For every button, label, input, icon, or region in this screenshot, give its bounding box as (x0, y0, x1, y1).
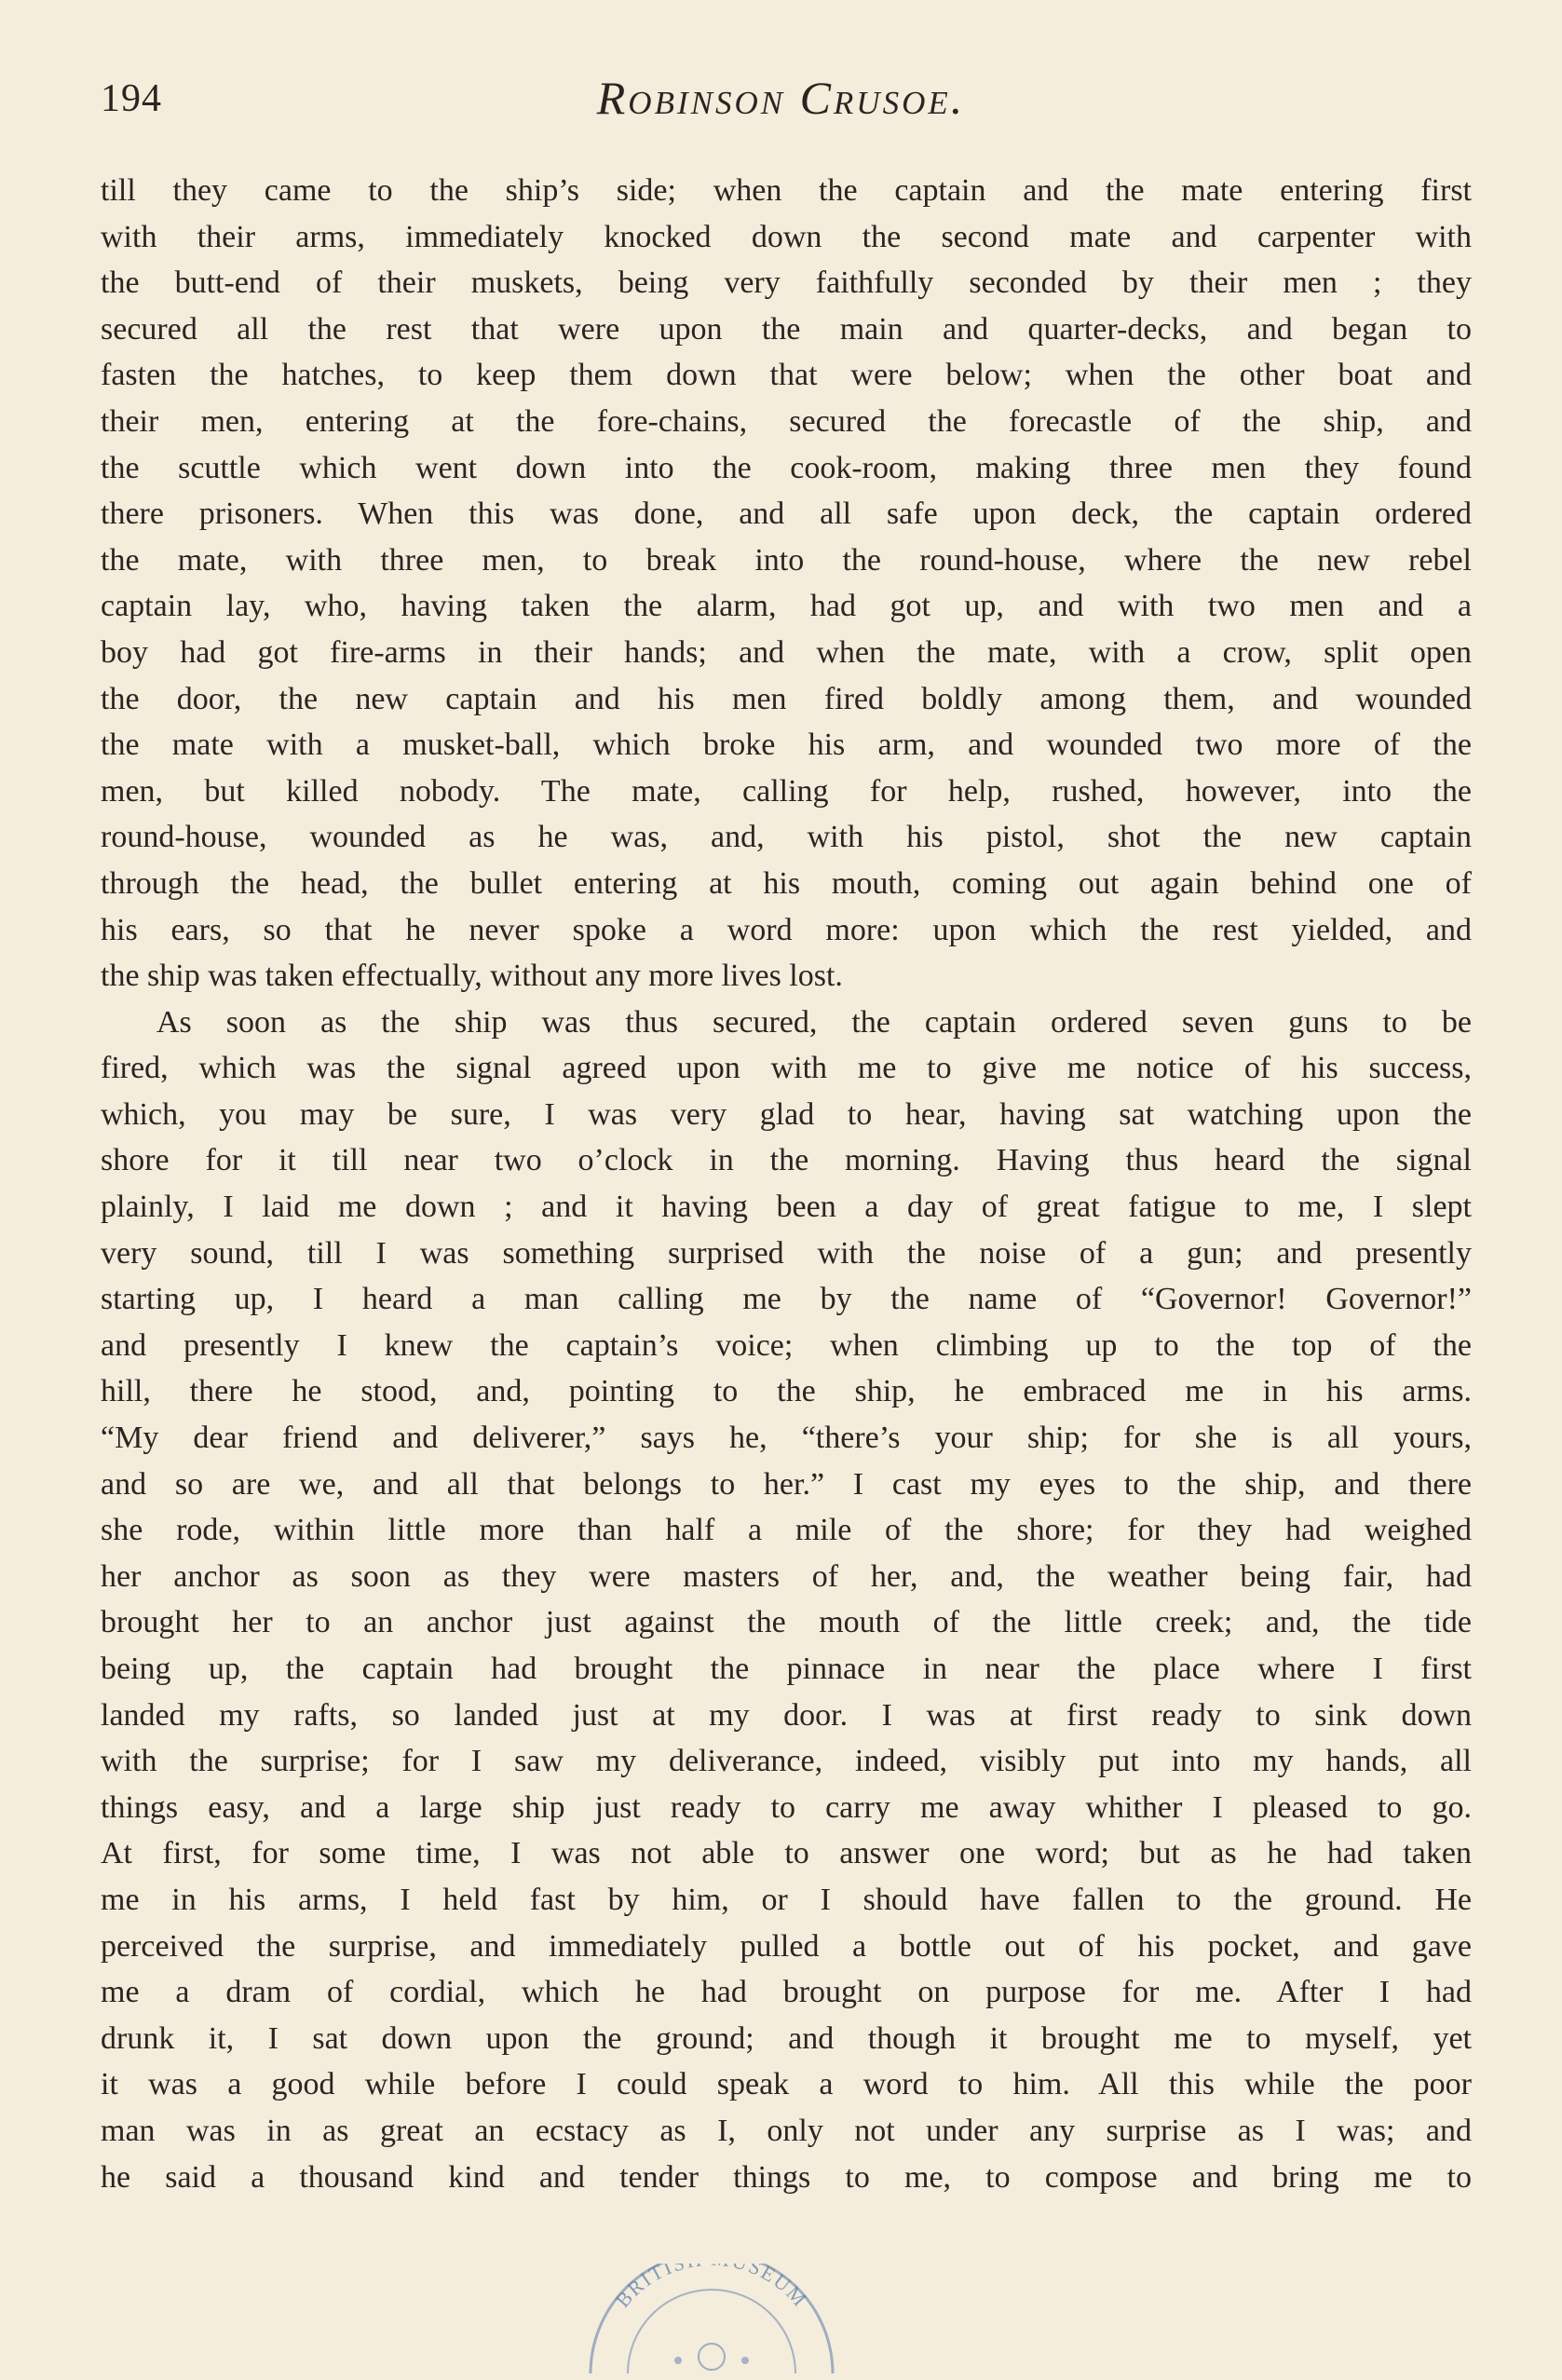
text-line: the ship was taken effectually, without any more lives lost. (101, 959, 843, 994)
stamp-graphic (585, 2264, 838, 2375)
text-line: fired, which was the signal agreed upon with me to give me notice of his success, (101, 1051, 1472, 1086)
text-line: with the surprise; for I saw my deliverance, indeed, visibly put into my hands, all (101, 1744, 1472, 1779)
text-line: and presently I knew the captain’s voice; when climbing up to the top of the (101, 1327, 1472, 1363)
text-line: till they came to the ship’s side; when the captain and the mate entering first (101, 173, 1472, 208)
text-line: me in his arms, I held fast by him, or I should have fallen to the ground. He (101, 1882, 1472, 1917)
text-line: very sound, till I was something surprised with the noise of a gun; and presently (101, 1235, 1472, 1271)
text-line: secured all the rest that were upon the main and quarter-decks, and began to (101, 311, 1472, 347)
text-line: me a dram of cordial, which he had brought on purpose for me. After I had (101, 1975, 1472, 2010)
text-line: captain lay, who, having taken the alarm, had got up, and with two men and a (101, 589, 1472, 624)
stamp-text: BRITI SEUM (610, 2264, 813, 2312)
text-line: the butt-end of their muskets, being very faithfully seconded by their men ; they (101, 265, 1472, 301)
text-line: their men, entering at the fore-chains, secured the forecastle of the ship, and (101, 403, 1472, 439)
text-line: drunk it, I sat down upon the ground; and though it brought me to myself, yet (101, 2020, 1472, 2056)
text-line: round-house, wounded as he was, and, with his pistol, shot the new captain (101, 820, 1472, 855)
text-line: perceived the surprise, and immediately pulled a bottle out of his pocket, and gave (101, 1928, 1472, 1964)
text-line: being up, the captain had brought the pinnace in near the place where I first (101, 1652, 1472, 1686)
text-line: brought her to an anchor just against the mouth of the little creek; and, the tide (101, 1605, 1472, 1640)
text-line: As soon as the ship was thus secured, the captain ordered seven guns to be (156, 1004, 1472, 1040)
page-number: 194 (101, 77, 162, 120)
text-line: hill, there he stood, and, pointing to the ship, he embraced me in his arms. (101, 1374, 1472, 1409)
text-line: shore for it till near two o’clock in the morning. Having thus heard the signal (101, 1143, 1472, 1178)
text-line: the mate, with three men, to break into the round-house, where the new rebel (101, 542, 1472, 578)
library-stamp-icon (585, 2264, 838, 2375)
paragraph-1 (101, 168, 1472, 1000)
body-text (101, 168, 1472, 2200)
text-line: plainly, I laid me down ; and it having been a day of great fatigue to me, I slept (101, 1190, 1472, 1225)
text-line: it was a good while before I could speak a word to him. All this while the poor (101, 2067, 1472, 2102)
text-line: through the head, the bullet entering at his mouth, coming out again behind one of (101, 865, 1472, 901)
text-line: his ears, so that he never spoke a word more: upon which the rest yielded, and (101, 912, 1472, 947)
text-line: she rode, within little more than half a mile of the shore; for they had weighed (101, 1513, 1472, 1548)
text-line: he said a thousand kind and tender things to me, to compose and bring me to (101, 2159, 1472, 2195)
text-line: the door, the new captain and his men fired boldly among them, and wounded (101, 681, 1472, 716)
text-line: boy had got fire-arms in their hands; and when the mate, with a crow, split open (101, 634, 1472, 670)
text-line: which, you may be sure, I was very glad to hear, having sat watching upon the (101, 1096, 1472, 1132)
text-line: starting up, I heard a man calling me by the name of “Governor! Governor!” (101, 1282, 1472, 1317)
text-line: men, but killed nobody. The mate, calling for help, rushed, however, into the (101, 773, 1472, 809)
running-title: Robinson Crusoe. (596, 72, 966, 124)
text-line: At first, for some time, I was not able to answer one word; but as he had taken (101, 1836, 1472, 1871)
text-line: there prisoners. When this was done, and all safe upon deck, the captain ordered (101, 496, 1472, 532)
paragraph-2 (101, 1000, 1472, 2200)
text-line: the mate with a musket-ball, which broke his arm, and wounded two more of the (101, 728, 1472, 763)
text-line: “My dear friend and deliverer,” says he, “there’s your ship; for she is all yours, (101, 1421, 1472, 1456)
text-line: and so are we, and all that belongs to her.” I cast my eyes to the ship, and there (101, 1466, 1472, 1502)
text-line: her anchor as soon as they were masters of her, and, the weather being fair, had (101, 1558, 1472, 1594)
text-line: the scuttle which went down into the cook-room, making three men they found (101, 450, 1472, 485)
text-line: landed my rafts, so landed just at my door. I was at first ready to sink down (101, 1697, 1472, 1733)
text-line: things easy, and a large ship just ready to carry me away whither I pleased to go. (101, 1789, 1472, 1825)
text-line: with their arms, immediately knocked down the second mate and carpenter with (101, 219, 1472, 254)
text-line: fasten the hatches, to keep them down that were below; when the other boat and (101, 358, 1472, 393)
text-line: man was in as great an ecstacy as I, only not under any surprise as I was; and (101, 2113, 1472, 2148)
